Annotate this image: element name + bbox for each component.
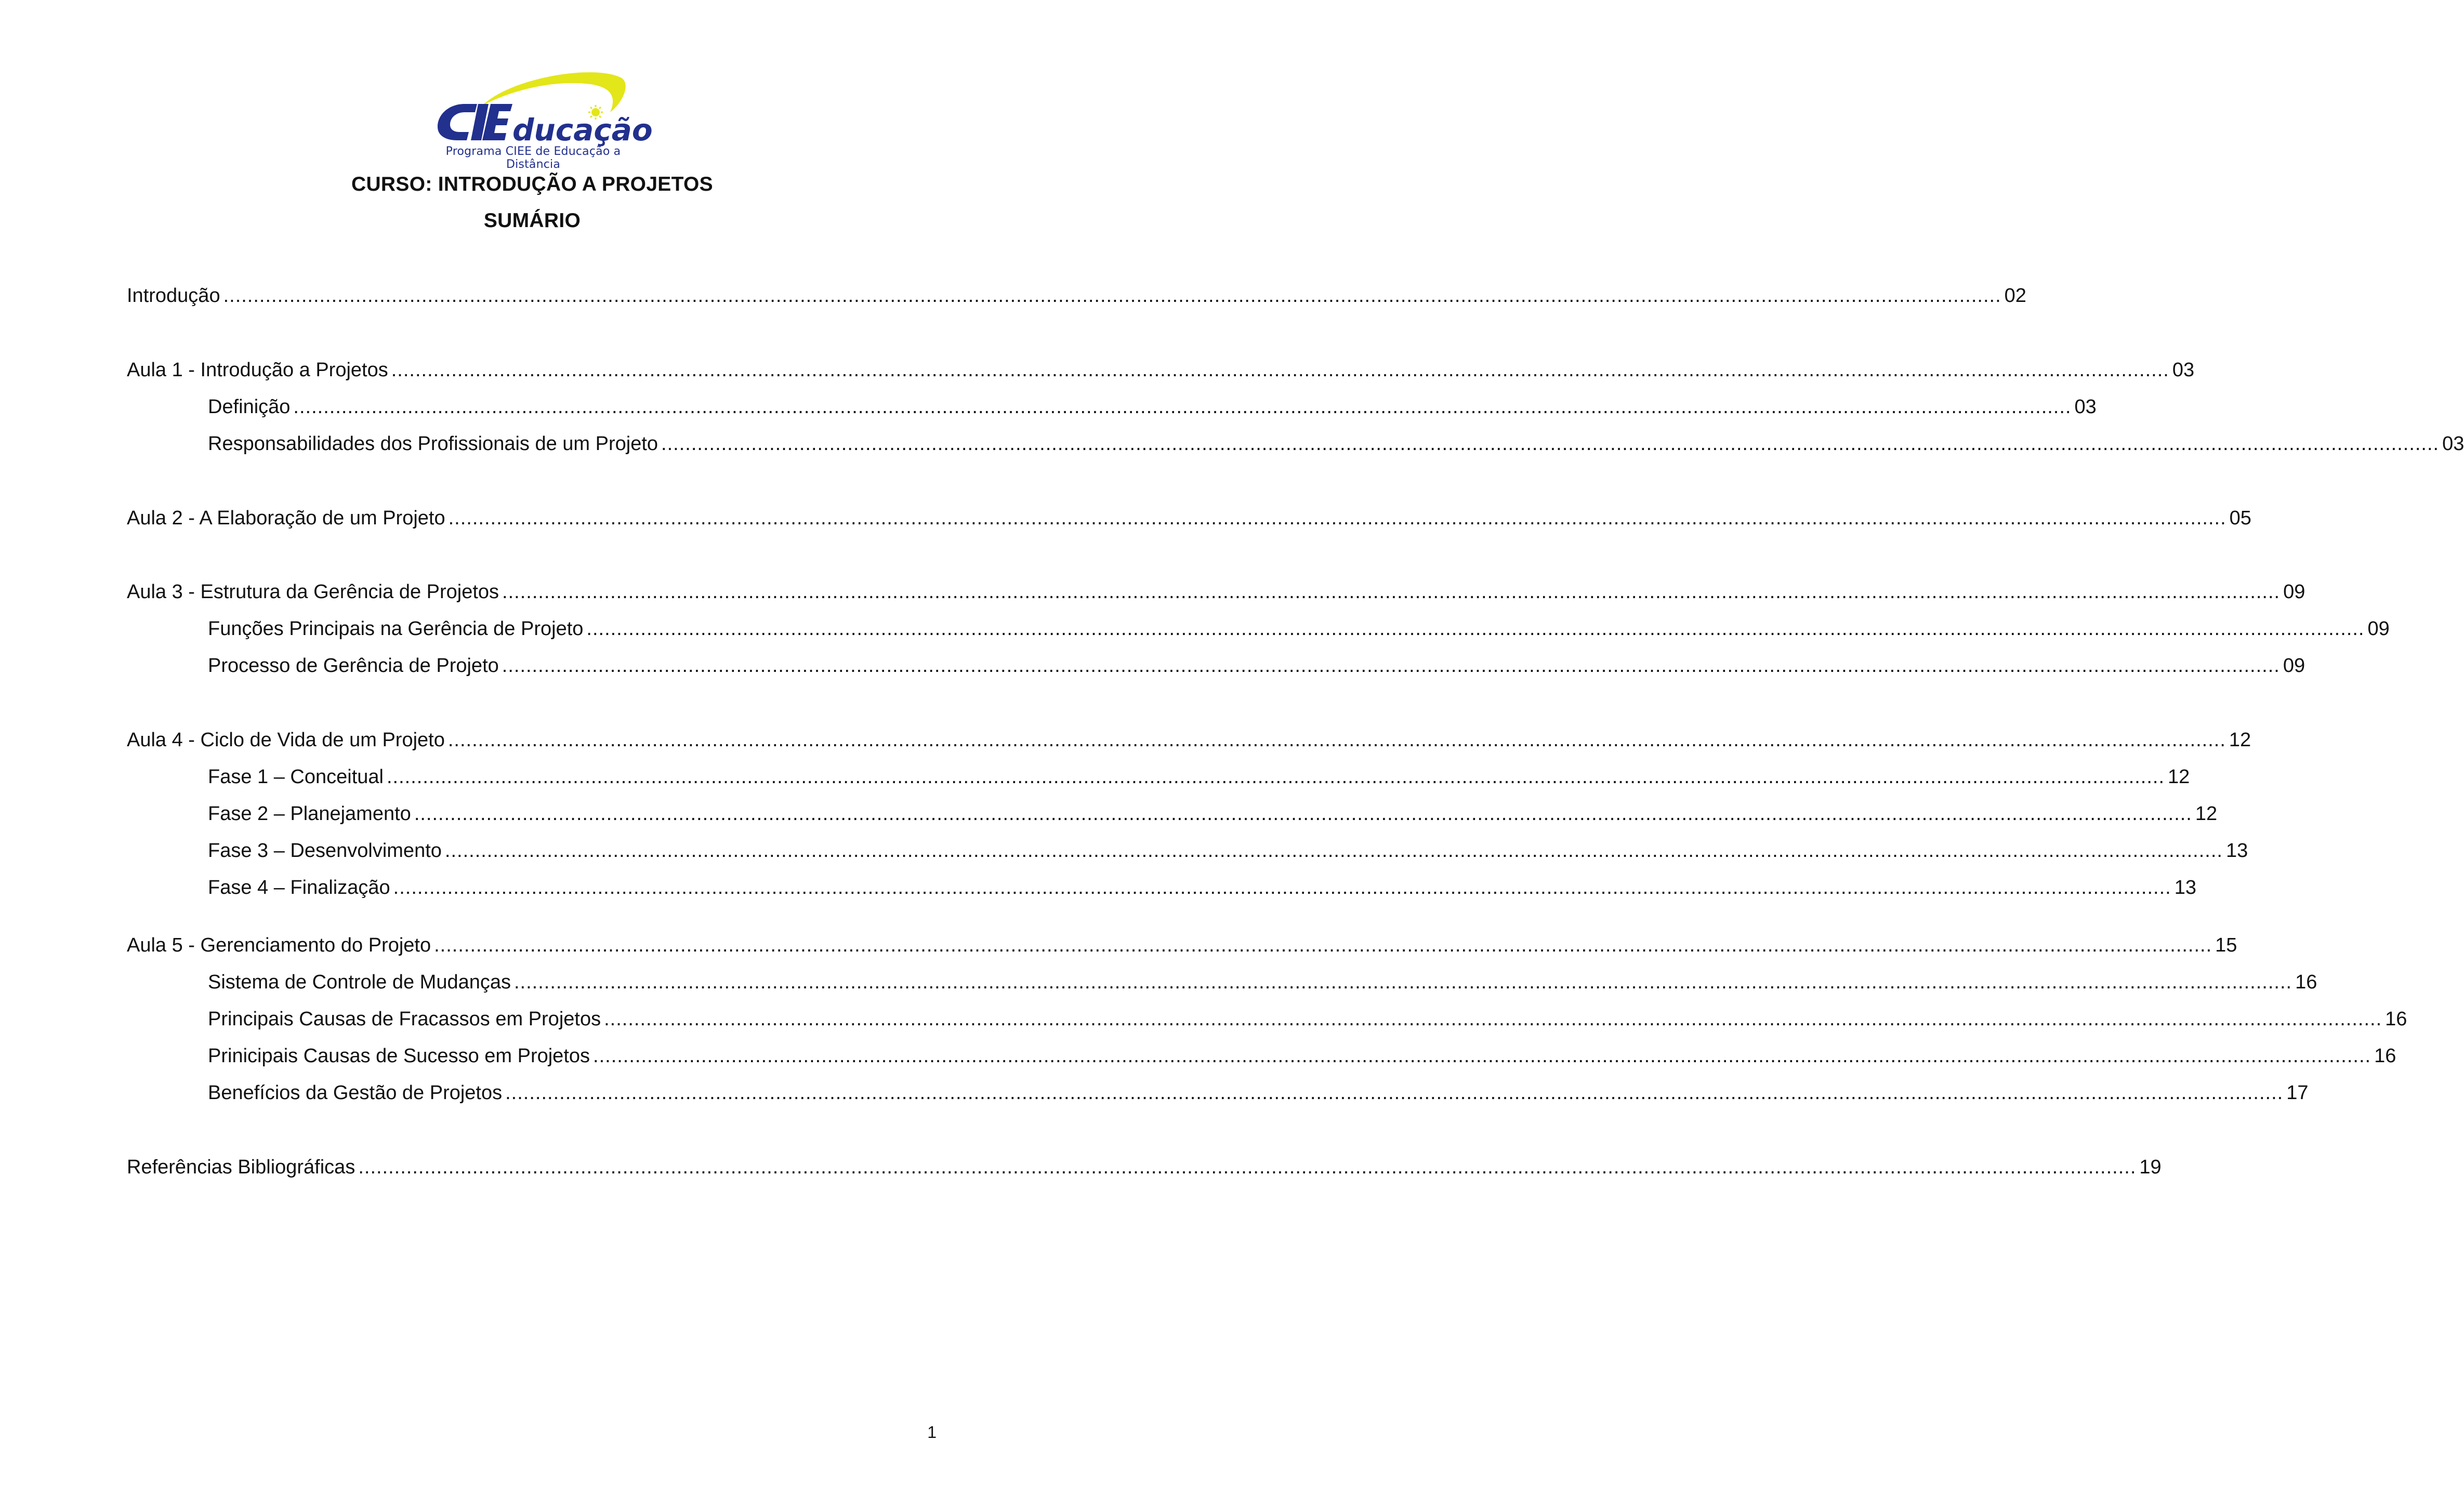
toc-label: Referências Bibliográficas bbox=[127, 1156, 355, 1178]
toc-page-number: 16 bbox=[2295, 971, 2317, 993]
toc-label: Introdução bbox=[127, 285, 220, 307]
course-title: CURSO: INTRODUÇÃO A PROJETOS bbox=[351, 173, 713, 195]
toc-page-number: 12 bbox=[2195, 803, 2218, 825]
toc-entry-funcoes-principais[interactable] bbox=[208, 615, 2390, 642]
toc-label: Responsabilidades dos Profissionais de um Projeto bbox=[208, 433, 658, 455]
toc-label: Aula 3 - Estrutura da Gerência de Projetos bbox=[127, 581, 499, 603]
toc-page-number: 03 bbox=[2172, 359, 2195, 381]
toc-entry-fase-1[interactable] bbox=[208, 763, 2190, 790]
toc-leader-dots bbox=[502, 578, 2280, 605]
toc-entry-fase-3[interactable] bbox=[208, 837, 2248, 864]
toc-leader-dots bbox=[391, 356, 2169, 384]
logo-wordmark: ducação bbox=[512, 112, 653, 148]
toc-entry-referencias[interactable] bbox=[127, 1154, 2162, 1181]
toc-entry-causas-fracassos[interactable] bbox=[208, 1006, 2407, 1033]
ciee-logo bbox=[434, 67, 653, 171]
toc-entry-aula-4[interactable] bbox=[127, 726, 2251, 754]
toc-label: Aula 5 - Gerenciamento do Projeto bbox=[127, 934, 431, 956]
toc-entry-processo-gerencia[interactable] bbox=[208, 652, 2305, 679]
toc-page-number: 16 bbox=[2374, 1045, 2396, 1067]
toc-leader-dots bbox=[593, 1042, 2371, 1069]
toc-page-number: 12 bbox=[2229, 729, 2251, 751]
toc-leader-dots bbox=[393, 874, 2171, 901]
toc-leader-dots bbox=[505, 1079, 2283, 1106]
toc-entry-sistema-controle[interactable] bbox=[208, 969, 2317, 996]
toc-leader-dots bbox=[223, 282, 2001, 309]
toc-label: Fase 2 – Planejamento bbox=[208, 803, 411, 825]
toc-label: Prinicipais Causas de Sucesso em Projetos bbox=[208, 1045, 590, 1067]
toc-label: Definição bbox=[208, 396, 291, 418]
toc-leader-dots bbox=[449, 505, 2226, 532]
toc-page-number: 09 bbox=[2283, 581, 2305, 603]
toc-label: Aula 2 - A Elaboração de um Projeto bbox=[127, 507, 445, 529]
toc-entry-aula-5[interactable] bbox=[127, 932, 2237, 959]
toc-leader-dots bbox=[661, 430, 2439, 457]
toc-leader-dots bbox=[586, 615, 2364, 642]
toc-page-number: 03 bbox=[2442, 433, 2464, 455]
toc-label: Funções Principais na Gerência de Projeto bbox=[208, 618, 584, 640]
toc-page-number: 09 bbox=[2367, 618, 2390, 640]
toc-leader-dots bbox=[434, 932, 2212, 959]
toc-label: Fase 4 – Finalização bbox=[208, 877, 390, 899]
toc-leader-dots bbox=[445, 837, 2223, 864]
logo-caption: Programa CIEE de Educação a Distância bbox=[445, 145, 621, 171]
page-number: 1 bbox=[927, 1423, 937, 1442]
toc-leader-dots bbox=[448, 726, 2226, 754]
toc-page-number: 12 bbox=[2168, 766, 2190, 788]
toc-page-number: 05 bbox=[2229, 507, 2251, 529]
toc-leader-dots bbox=[502, 652, 2280, 679]
toc-label: Fase 1 – Conceitual bbox=[208, 766, 384, 788]
toc-page-number: 19 bbox=[2139, 1156, 2162, 1178]
toc-label: Benefícios da Gestão de Projetos bbox=[208, 1082, 503, 1104]
toc-entry-causas-sucesso[interactable] bbox=[208, 1042, 2396, 1069]
toc-page-number: 03 bbox=[2074, 396, 2097, 418]
toc-entry-beneficios[interactable] bbox=[208, 1079, 2309, 1106]
toc-page-number: 13 bbox=[2174, 877, 2196, 899]
toc-label: Sistema de Controle de Mudanças bbox=[208, 971, 511, 993]
toc-entry-definicao[interactable] bbox=[208, 393, 2097, 420]
toc-page-number: 15 bbox=[2215, 934, 2237, 956]
toc-label: Principais Causas de Fracassos em Projetos bbox=[208, 1008, 601, 1030]
toc-entry-introducao[interactable] bbox=[127, 282, 2026, 309]
toc-leader-dots bbox=[293, 393, 2071, 420]
toc-entry-responsabilidades[interactable] bbox=[208, 430, 2464, 457]
toc-label: Aula 4 - Ciclo de Vida de um Projeto bbox=[127, 729, 445, 751]
toc-page-number: 16 bbox=[2385, 1008, 2407, 1030]
toc-label: Processo de Gerência de Projeto bbox=[208, 655, 499, 677]
toc-entry-fase-2[interactable] bbox=[208, 800, 2218, 827]
toc-leader-dots bbox=[387, 763, 2165, 790]
toc-page-number: 17 bbox=[2286, 1082, 2309, 1104]
toc-label: Aula 1 - Introdução a Projetos bbox=[127, 359, 388, 381]
toc-leader-dots bbox=[604, 1006, 2382, 1033]
toc-leader-dots bbox=[414, 800, 2192, 827]
summary-title: SUMÁRIO bbox=[483, 209, 581, 232]
toc-page-number: 13 bbox=[2225, 840, 2248, 862]
toc-leader-dots bbox=[358, 1154, 2136, 1181]
toc-entry-aula-2[interactable] bbox=[127, 505, 2251, 532]
toc-entry-aula-1[interactable] bbox=[127, 356, 2195, 384]
toc-leader-dots bbox=[514, 969, 2292, 996]
toc-entry-fase-4[interactable] bbox=[208, 874, 2196, 901]
toc-page-number: 02 bbox=[2004, 285, 2026, 307]
toc-page-number: 09 bbox=[2283, 655, 2305, 677]
toc-label: Fase 3 – Desenvolvimento bbox=[208, 840, 442, 862]
toc-entry-aula-3[interactable] bbox=[127, 578, 2305, 605]
